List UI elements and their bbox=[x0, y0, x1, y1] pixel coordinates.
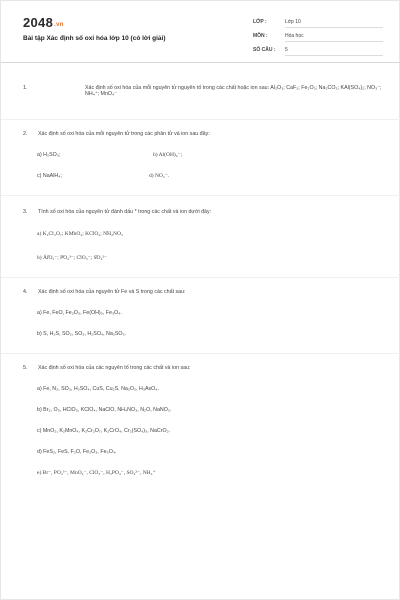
divider bbox=[1, 195, 400, 196]
meta-count-label: SỐ CÂU : bbox=[253, 47, 276, 53]
list-item: a) H₂SO₃; bbox=[37, 152, 61, 158]
divider bbox=[1, 353, 400, 354]
logo-suffix-text: .vn bbox=[54, 22, 64, 28]
meta-subject-label: MÔN : bbox=[253, 33, 268, 39]
divider bbox=[1, 277, 400, 278]
meta-class bbox=[253, 19, 383, 28]
divider bbox=[1, 119, 400, 120]
question-text: Tính số oxi hóa của nguyên tử đánh dấu * trong các chất và ion dưới đây: bbox=[38, 209, 212, 215]
meta-class-label: LỚP : bbox=[253, 19, 267, 25]
question-number: 2. bbox=[23, 131, 28, 137]
list-item: a) Fe, N₂, SO₃, H₂SO₄, CuS, Cu₂S, Na₂O₂, H₃AsO₄. bbox=[37, 386, 159, 392]
page-header bbox=[1, 1, 400, 63]
list-item: b) Ål̊O₂⁻; P̊O₄³⁻; C̊lO₃⁻; S̊O₄²⁻ bbox=[37, 255, 107, 261]
meta-subject bbox=[253, 33, 383, 42]
list-item: a) Fe, FeO, Fe₂O₃, Fe(OH)₃, Fe₃O₄. bbox=[37, 310, 122, 316]
question-text: Xác định số oxi hóa của các nguyên tố trong các chất và ion sau: bbox=[38, 365, 191, 371]
meta-count bbox=[253, 47, 383, 56]
question-number: 1. bbox=[23, 85, 28, 91]
list-item: d) NO₂⁻. bbox=[149, 173, 170, 179]
page-title: Bài tập Xác định số oxi hóa lớp 10 (có lời giải) bbox=[23, 35, 166, 42]
question-number: 4. bbox=[23, 289, 28, 295]
meta-class-value: Lớp 10 bbox=[285, 19, 383, 28]
question-1 bbox=[23, 85, 383, 109]
question-text: Xác định số oxi hóa của mỗi nguyên tử nguyên tố trong các chất hoặc ion sau: Al₂O₃; CaF₂; Fe₂O₃; Na₂CO₃; KAl(SO₄)₂; NO₃⁻; NH₄⁺; MnO₄⁻ bbox=[85, 85, 382, 98]
list-item: e) Br⁻, PO₄³⁻, MnO₄⁻, ClO₃⁻, H₂PO₄⁻, SO₄²⁻, NH₄⁺ bbox=[37, 470, 156, 476]
list-item: b) Al(OH)₄⁻; bbox=[153, 152, 183, 158]
site-logo[interactable] bbox=[23, 15, 64, 30]
meta-subject-value: Hóa học bbox=[285, 33, 383, 42]
question-number: 3. bbox=[23, 209, 28, 215]
question-5 bbox=[23, 365, 383, 375]
question-4 bbox=[23, 289, 383, 299]
question-text: Xác định số oxi hóa của mỗi nguyên tử trong các phân tử và ion sau đây: bbox=[38, 131, 210, 137]
question-text: Xác định số oxi hóa của nguyên tử Fe và S trong các chất sau: bbox=[38, 289, 186, 295]
list-item: a) K₂C̊r₂O₇; KM̊nO₄; KC̊lO₄; N̊H₄NO₃ bbox=[37, 231, 123, 237]
question-3 bbox=[23, 209, 383, 219]
logo-main-text: 2048 bbox=[23, 15, 54, 30]
meta-count-value: 5 bbox=[285, 47, 383, 56]
question-number: 5. bbox=[23, 365, 28, 371]
list-item: c) NaAlH₄; bbox=[37, 173, 62, 179]
list-item: c) MnO₂, K₂MnO₄, K₂Cr₂O₇, K₂CrO₄, Cr₂(SO₄)₃, NaCrO₂. bbox=[37, 428, 171, 434]
question-2 bbox=[23, 131, 383, 141]
list-item: d) FeS₂, FeS, F₂O, Fe₂O₃, Fe₃O₄. bbox=[37, 449, 117, 455]
list-item: b) Br₂, O₃, HClO₃, KClO₄, NaClO, NH₄NO₃, N₂O, NaNO₂. bbox=[37, 407, 172, 413]
list-item: b) S, H₂S, SO₂, SO₃, H₂SO₄, Na₂SO₃. bbox=[37, 331, 127, 337]
